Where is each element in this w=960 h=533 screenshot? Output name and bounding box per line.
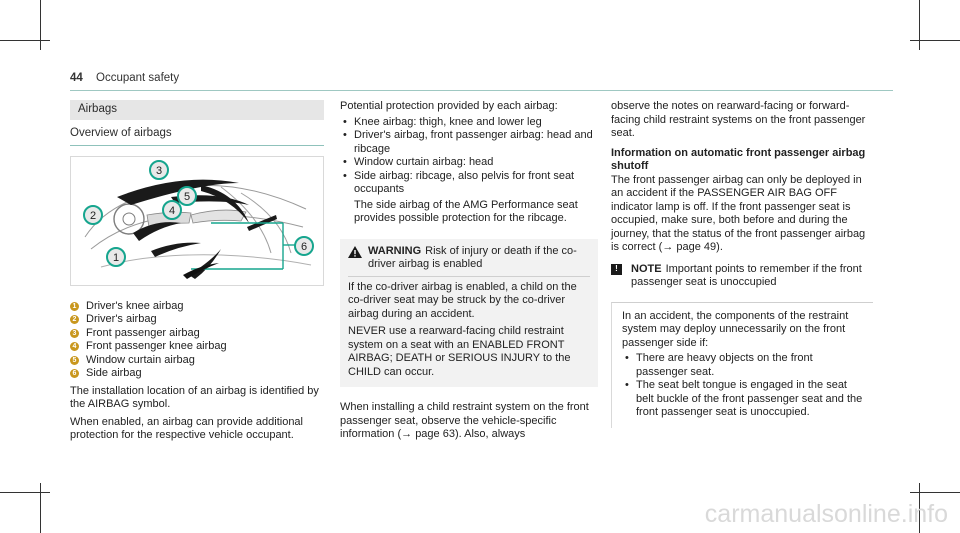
running-title: Occupant safety: [96, 72, 180, 84]
column-1: [70, 100, 324, 443]
callout-number: 6: [70, 369, 79, 378]
list-item: • Knee airbag: thigh, knee and lower leg: [340, 116, 598, 130]
list-item: • Window curtain airbag: head: [340, 156, 598, 170]
watermark: carmanualsonline.info: [704, 500, 948, 528]
legend-item: 4 Front passenger knee airbag: [70, 340, 324, 354]
header-rule: [70, 90, 893, 91]
svg-text:5: 5: [183, 190, 191, 203]
warning-header: [348, 245, 590, 272]
callout-number: 1: [70, 302, 79, 311]
note-title: Important points to remember if the front passenger seat is unoccupied: [631, 262, 862, 288]
legend-item: 1 Driver's knee airbag: [70, 300, 324, 314]
note-box: [611, 263, 873, 428]
paragraph: Potential protection provided by each airbag:: [340, 100, 558, 112]
list-item: • Side airbag: ribcage, also pelvis for front seat occupants The side airbag of the AMG Performance seat provides possible protection for the ribcage.: [340, 170, 598, 226]
crop-mark: [919, 0, 920, 50]
column-3: [611, 100, 873, 428]
paragraph: When installing a child restraint system on the front passenger seat, observe the vehicle-specific information (→ page 63). Also, always: [340, 401, 589, 440]
crop-mark: [0, 40, 50, 41]
figure-legend: [70, 300, 324, 381]
svg-text:3: 3: [155, 164, 163, 177]
paragraph: observe the notes on rearward-facing or forward-facing child restraint systems on the front passenger seat.: [611, 100, 866, 139]
callout-6: [295, 237, 313, 255]
page-number: 44: [70, 72, 83, 84]
svg-text:1: 1: [112, 251, 120, 264]
car-interior-illustration: [71, 157, 323, 285]
paragraph: The installation location of an airbag is identified by the AIRBAG symbol.: [70, 384, 319, 410]
warning-icon: [348, 246, 368, 263]
callout-3: [150, 161, 168, 179]
list-item: • Driver's airbag, front passenger airbag: head and ribcage: [340, 129, 598, 156]
airbag-overview-figure: [70, 156, 324, 286]
callout-number: 3: [70, 329, 79, 338]
legend-item: 2 Driver's airbag: [70, 313, 324, 327]
bullet-list: [340, 116, 598, 226]
callout-number: 5: [70, 356, 79, 365]
legend-item: 6 Side airbag: [70, 367, 324, 381]
note-label: NOTE: [631, 262, 662, 275]
svg-text:2: 2: [89, 209, 97, 222]
legend-item: 5 Window curtain airbag: [70, 354, 324, 368]
crop-mark: [910, 492, 960, 493]
column-2: [340, 100, 598, 442]
warning-label: WARNING: [368, 244, 422, 257]
crop-mark: [40, 483, 41, 533]
callout-2: [84, 206, 102, 224]
svg-text:4: 4: [168, 204, 176, 217]
subsection-title: Overview of airbags: [70, 127, 324, 146]
list-item: • There are heavy objects on the front passenger seat.: [622, 352, 865, 379]
exclamation-icon: !: [611, 264, 622, 275]
callout-number: 2: [70, 315, 79, 324]
crop-mark: [910, 40, 960, 41]
list-item-detail: The side airbag of the AMG Performance seat provides possible protection for the ribcage.: [354, 198, 578, 224]
paragraph: When enabled, an airbag can provide additional protection for the respective vehicle occupant.: [70, 415, 303, 441]
note-body: In an accident, the components of the restraint system may deploy unnecessarily on the front passenger side if: • There are heavy objects on the front passenger seat. • The seat belt tongue is engaged in the seat belt buckle of the front passenger seat and the front passenger seat is unoccupied.: [611, 302, 873, 428]
section-title: Airbags: [70, 100, 324, 120]
crop-mark: [40, 0, 41, 50]
warning-title: Risk of injury or death if the co-driver airbag is enabled: [368, 244, 577, 270]
warning-body: If the co-driver airbag is enabled, a child on the co-driver seat may be struck by the co-driver airbag during an accident. NEVER use a rearward-facing child restraint system on a seat with an ENABLED FRONT AIRBAG; DEATH or SERIOUS INJURY to the CHILD can occur.: [348, 276, 590, 380]
warning-box: [340, 239, 598, 388]
bullet-list: [622, 352, 865, 420]
running-head: [70, 72, 179, 84]
legend-item: 3 Front passenger airbag: [70, 327, 324, 341]
callout-4: [163, 201, 181, 219]
note-header: [611, 263, 873, 296]
crop-mark: [0, 492, 50, 493]
list-item: • The seat belt tongue is engaged in the seat belt buckle of the front passenger seat and the front passenger seat is unoccupied.: [622, 379, 865, 420]
callout-5: [178, 187, 196, 205]
callout-1: [107, 248, 125, 266]
paragraph: The front passenger airbag can only be deployed in an accident if the PASSENGER AIR BAG OFF indicator lamp is off. If the front passenger seat is occupied, make sure, both before and during the journey, that the status of the front passenger airbag is correct (→ page 49).: [611, 173, 866, 253]
heading: Information on automatic front passenger airbag shutoff: [611, 146, 866, 172]
callout-number: 4: [70, 342, 79, 351]
svg-text:6: 6: [300, 240, 308, 253]
